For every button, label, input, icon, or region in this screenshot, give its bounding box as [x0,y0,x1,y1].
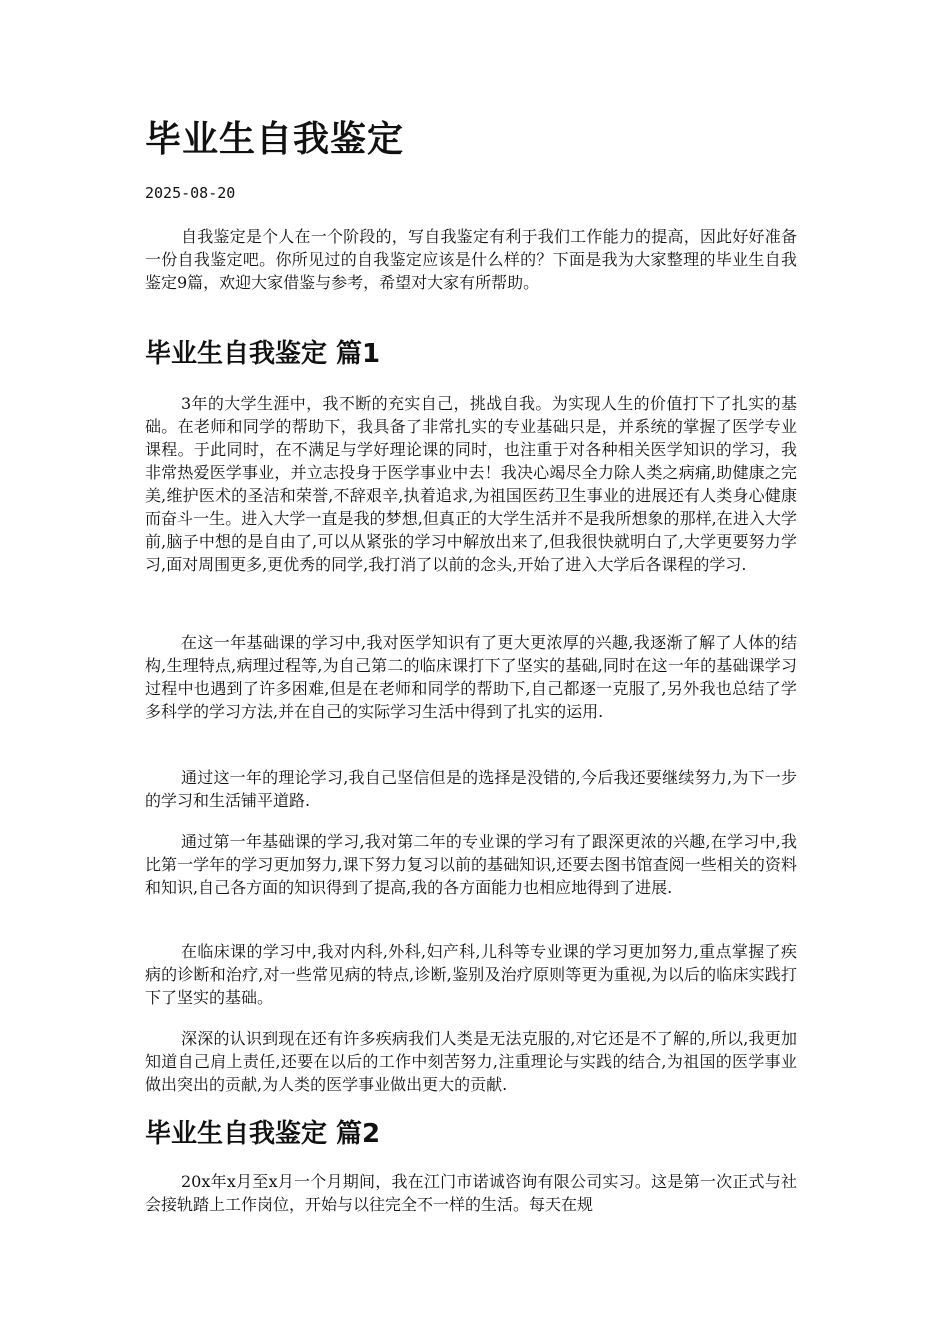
intro-paragraph: 自我鉴定是个人在一个阶段的，写自我鉴定有利于我们工作能力的提高，因此好好准备一份自我鉴定吧。你所见过的自我鉴定应该是什么样的？下面是我为大家整理的毕业生自我鉴定9篇，欢迎大家借鉴与参考，希望对大家有所帮助。 [145,227,797,292]
section-1-paragraph: 深深的认识到现在还有许多疾病我们人类是无法克服的,对它还是不了解的,所以,我更加知道自己肩上责任,还要在以后的工作中刻苦努力,注重理论与实践的结合,为祖国的医学事业做出突出的贡献,为人类的医学事业做出更大的贡献. [145,1029,797,1094]
section-1-paragraph: 在这一年基础课的学习中,我对医学知识有了更大更浓厚的兴趣,我逐渐了解了人体的结构,生理特点,病理过程等,为自己第二的临床课打下了坚实的基础,同时在这一年的基础课学习过程中也遇到了许多困难,但是在老师和同学的帮助下,自己都逐一克服了,另外我也总结了学多科学的学习方法,并在自己的实际学习生活中得到了扎实的运用. [145,633,797,721]
section-1-paragraph: 在临床课的学习中,我对内科,外科,妇产科,儿科等专业课的学习更加努力,重点掌握了疾病的诊断和治疗,对一些常见病的特点,诊断,鉴别及治疗原则等更为重视,为以后的临床实践打下了坚实的基础。 [145,942,797,1007]
section-1-heading: 毕业生自我鉴定 篇1 [145,339,381,369]
document-title: 毕业生自我鉴定 [145,119,405,160]
document-date: 2025-08-20 [145,184,236,202]
section-2-heading: 毕业生自我鉴定 篇2 [145,1119,381,1149]
section-1-paragraph: 通过这一年的理论学习,我自己坚信但是的选择是没错的,今后我还要继续努力,为下一步的学习和生活铺平道路. [145,768,797,810]
section-1-paragraph: 通过第一年基础课的学习,我对第二年的专业课的学习有了跟深更浓的兴趣,在学习中,我比第一学年的学习更加努力,课下努力复习以前的基础知识,还要去图书馆查阅一些相关的资料和知识,自己各方面的知识得到了提高,我的各方面能力也相应地得到了进展. [145,832,797,897]
section-2-paragraph: 20x年x月至x月一个月期间，我在江门市诺诚咨询有限公司实习。这是第一次正式与社会接轨踏上工作岗位，开始与以往完全不一样的生活。每天在规 [145,1172,797,1214]
section-1-paragraph: 3年的大学生涯中，我不断的充实自己，挑战自我。为实现人生的价值打下了扎实的基础。在老师和同学的帮助下，我具备了非常扎实的专业基础只是，并系统的掌握了医学专业课程。于此同时，在不满足与学好理论课的同时，也注重于对各种相关医学知识的学习，我非常热爱医学事业，并立志投身于医学事业中去！我决心竭尽全力除人类之病痛,助健康之完美,维护医术的圣洁和荣誉,不辞艰辛,执着追求,为祖国医药卫生事业的进展还有人类身心健康而奋斗一生。进入大学一直是我的梦想,但真正的大学生活并不是我所想象的那样,在进入大学前,脑子中想的是自由了,可以从紧张的学习中解放出来了,但我很快就明白了,大学更要努力学习,面对周围更多,更优秀的同学,我打消了以前的念头,开始了进入大学后各课程的学习. [145,394,797,574]
